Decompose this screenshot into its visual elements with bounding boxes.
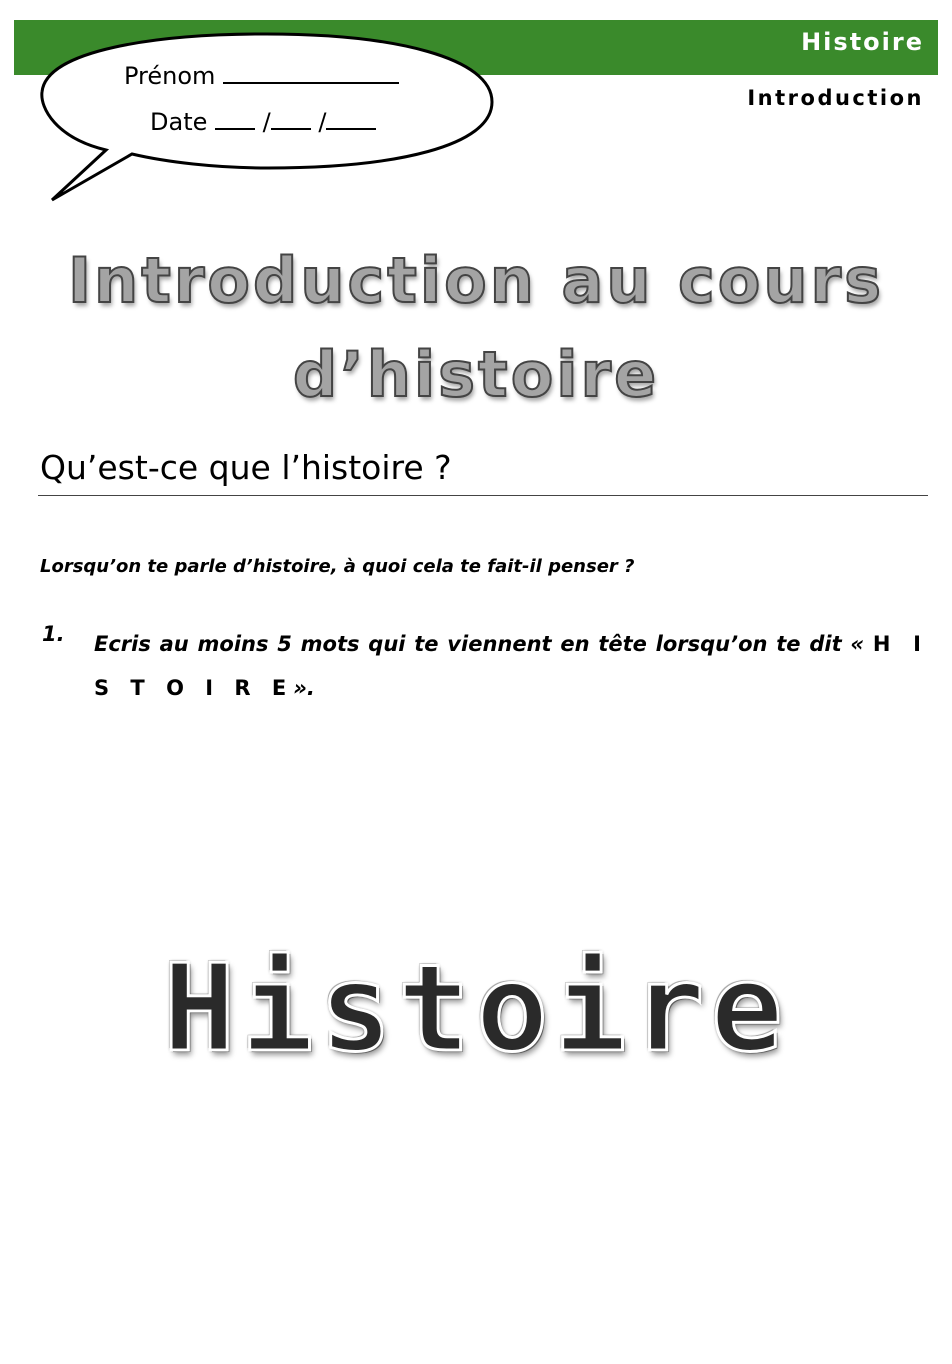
heading-divider	[38, 495, 928, 496]
exercise-instruction: Ecris au moins 5 mots qui te viennent en tête lorsqu’on te dit	[94, 632, 842, 656]
quote-open: «	[850, 632, 865, 656]
exercise-text	[94, 622, 928, 710]
date-field[interactable]	[150, 108, 376, 136]
name-label: Prénom	[124, 62, 216, 90]
date-year-blank[interactable]	[326, 108, 376, 130]
subject-label: Histoire	[801, 28, 924, 56]
quote-close: ».	[293, 676, 315, 700]
page-title-line-1: Introduction au cours	[67, 244, 885, 317]
histoire-wordart: Histoire	[163, 940, 789, 1079]
date-separator-2: /	[318, 108, 327, 136]
section-heading: Qu’est-ce que l’histoire ?	[40, 448, 452, 487]
exercise-word: H I S T O I R E	[94, 632, 928, 700]
date-day-blank[interactable]	[215, 108, 255, 130]
section-label: Introduction	[747, 86, 924, 110]
date-month-blank[interactable]	[271, 108, 311, 130]
page-title-line-2: d’histoire	[292, 338, 660, 411]
exercise-number: 1.	[42, 622, 65, 646]
date-separator-1: /	[262, 108, 271, 136]
prompt-text: Lorsqu’on te parle d’histoire, à quoi cela te fait-il penser ?	[40, 556, 635, 577]
date-label: Date	[150, 108, 208, 136]
name-blank[interactable]	[223, 62, 399, 84]
name-field[interactable]	[124, 62, 399, 90]
